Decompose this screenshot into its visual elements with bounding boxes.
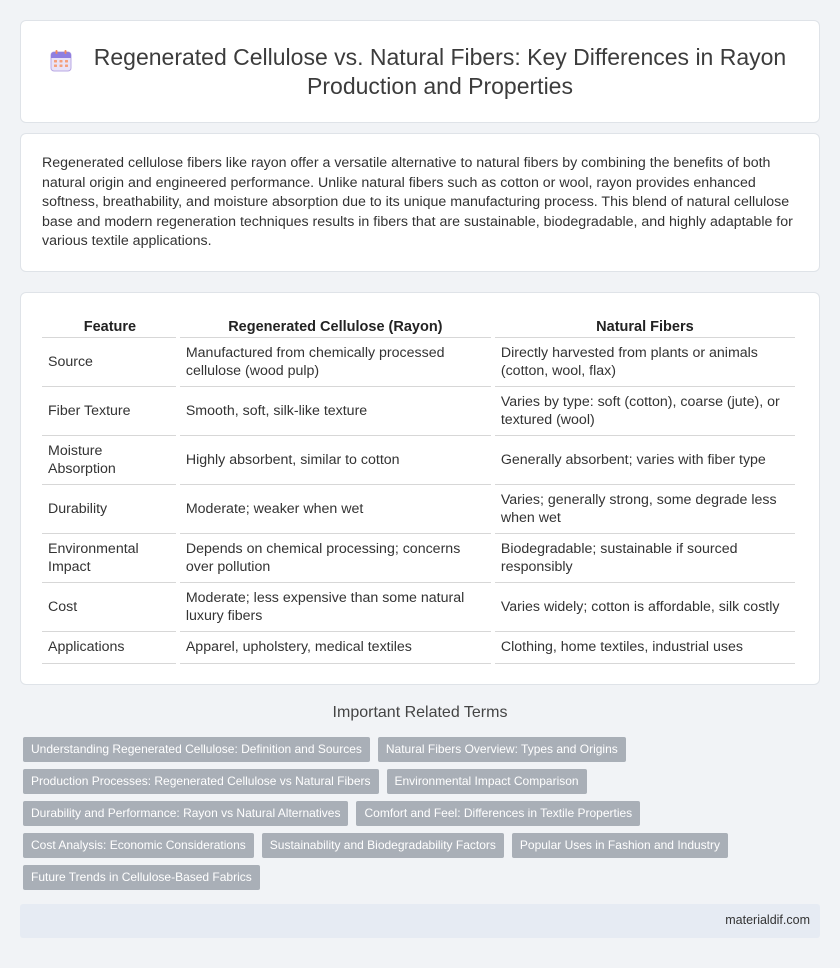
- related-term-link[interactable]: Durability and Performance: Rayon vs Natural Alternatives: [23, 801, 348, 826]
- table-cell-rayon: Moderate; weaker when wet: [178, 484, 493, 533]
- table-cell-natural: Directly harvested from plants or animals (cotton, wool, flax): [493, 337, 797, 386]
- related-term-link[interactable]: Production Processes: Regenerated Cellulose vs Natural Fibers: [23, 769, 379, 794]
- table-row: [42, 533, 797, 582]
- table-cell-rayon: Depends on chemical processing; concerns over pollution: [178, 533, 493, 582]
- related-term-link[interactable]: Understanding Regenerated Cellulose: Definition and Sources: [23, 737, 370, 762]
- table-row: [42, 582, 797, 631]
- related-term-link[interactable]: Comfort and Feel: Differences in Textile Properties: [356, 801, 640, 826]
- table-cell-feature: Fiber Texture: [42, 386, 178, 435]
- table-cell-natural: Clothing, home textiles, industrial uses: [493, 631, 797, 663]
- table-row: [42, 337, 797, 386]
- table-cell-rayon: Manufactured from chemically processed cellulose (wood pulp): [178, 337, 493, 386]
- table-cell-rayon: Apparel, upholstery, medical textiles: [178, 631, 493, 663]
- table-cell-rayon: Smooth, soft, silk-like texture: [178, 386, 493, 435]
- related-terms-heading: Important Related Terms: [332, 704, 508, 721]
- column-header-natural: Natural Fibers: [493, 315, 797, 337]
- column-header-feature: Feature: [42, 315, 178, 337]
- table-cell-feature: Source: [42, 337, 178, 386]
- header-card: [20, 20, 820, 123]
- related-term-link[interactable]: Environmental Impact Comparison: [387, 769, 587, 794]
- page-title: Regenerated Cellulose vs. Natural Fibers: Key Differences in Rayon Production and Properties: [93, 43, 787, 99]
- footer-site-link[interactable]: materialdif.com: [725, 913, 810, 927]
- table-cell-rayon: Moderate; less expensive than some natural luxury fibers: [178, 582, 493, 631]
- related-term-link[interactable]: Future Trends in Cellulose-Based Fabrics: [23, 865, 260, 890]
- table-cell-natural: Varies; generally strong, some degrade less when wet: [493, 484, 797, 533]
- table-row: [42, 631, 797, 663]
- table-cell-natural: Biodegradable; sustainable if sourced responsibly: [493, 533, 797, 582]
- comparison-card: [20, 292, 820, 685]
- table-row: [42, 484, 797, 533]
- column-header-rayon: Regenerated Cellulose (Rayon): [178, 315, 493, 337]
- related-term-link[interactable]: Popular Uses in Fashion and Industry: [512, 833, 728, 858]
- table-cell-natural: Generally absorbent; varies with fiber type: [493, 435, 797, 484]
- related-term-link[interactable]: Natural Fibers Overview: Types and Origins: [378, 737, 626, 762]
- table-header-row: [42, 315, 797, 337]
- intro-paragraph: Regenerated cellulose fibers like rayon offer a versatile alternative to natural fibers by combining the benefits of both natural origin and engineered performance. Unlike natural fibers such as cotton or wool, rayon provides enhanced softness, breathability, and moisture absorption due to its unique manufacturing process. This blend of natural cellulose base and modern regeneration techniques results in fibers that are sustainable, biodegradable, and highly adaptable for various textile applications.: [42, 155, 793, 250]
- related-term-link[interactable]: Sustainability and Biodegradability Factors: [262, 833, 504, 858]
- related-terms-list: [23, 737, 823, 897]
- related-term-link[interactable]: Cost Analysis: Economic Considerations: [23, 833, 254, 858]
- table-row: [42, 386, 797, 435]
- comparison-table: [42, 315, 799, 664]
- table-cell-natural: Varies widely; cotton is affordable, silk costly: [493, 582, 797, 631]
- table-cell-feature: Environmental Impact: [42, 533, 178, 582]
- table-cell-feature: Moisture Absorption: [42, 435, 178, 484]
- table-row: [42, 435, 797, 484]
- footer-bar: [20, 904, 820, 938]
- table-cell-feature: Durability: [42, 484, 178, 533]
- table-cell-natural: Varies by type: soft (cotton), coarse (jute), or textured (wool): [493, 386, 797, 435]
- table-cell-feature: Applications: [42, 631, 178, 663]
- table-cell-rayon: Highly absorbent, similar to cotton: [178, 435, 493, 484]
- table-cell-feature: Cost: [42, 582, 178, 631]
- intro-card: [20, 133, 820, 272]
